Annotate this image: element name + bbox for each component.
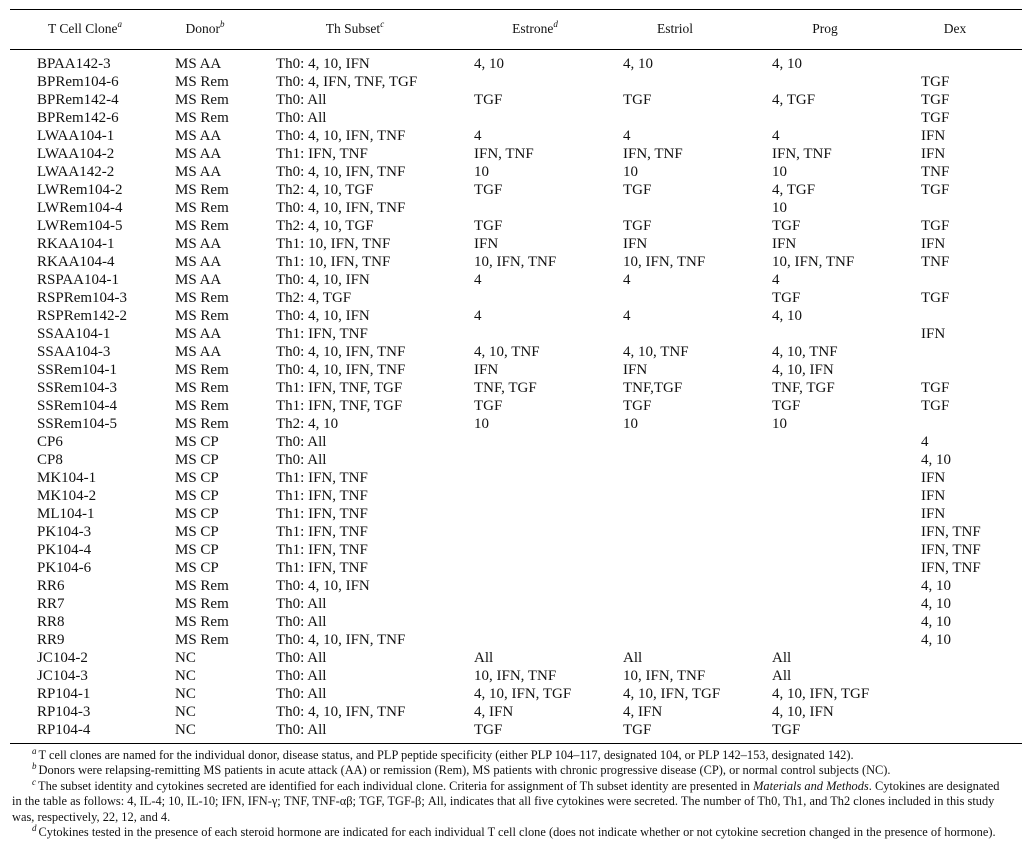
table-row	[0, 631, 1034, 649]
cell-clone: SSRem104-3	[37, 380, 118, 396]
cell-dex: IFN, TNF	[921, 524, 981, 540]
cell-th: Th0: 4, 10, IFN, TNF	[276, 164, 406, 180]
cell-th: Th0: All	[276, 110, 327, 126]
footnote-b-mark: b	[32, 761, 37, 772]
cell-dex: TNF	[921, 254, 950, 270]
cell-clone: MK104-1	[37, 470, 97, 486]
cell-clone: SSAA104-1	[37, 326, 111, 342]
footnote-c-text-end: . Cytokines are designated in the table as follows: 4, IL-4; 10, IL-10; IFN, IFN-γ; TNF, TNF-αβ; TGF, TGF-β; All, indicates that all five cytokines were secreted. The number of Th0, Th1, and Th2 clones included in this study was, respectively, 22, 12, and 4.	[12, 778, 1000, 824]
cell-th: Th1: IFN, TNF	[276, 488, 368, 504]
header-th-label: Th Subset	[325, 21, 381, 36]
cell-prog: TGF	[772, 722, 801, 738]
cell-donor: NC	[175, 686, 196, 702]
cell-prog: 4, TGF	[772, 92, 816, 108]
cell-prog: 10, IFN, TNF	[772, 254, 855, 270]
cell-dex: IFN	[921, 128, 946, 144]
cell-th: Th1: IFN, TNF	[276, 542, 368, 558]
cell-prog: 4, 10, IFN	[772, 362, 834, 378]
cell-donor: MS AA	[175, 236, 222, 252]
cell-th: Th0: 4, IFN, TNF, TGF	[276, 74, 418, 90]
cell-clone: CP8	[37, 452, 63, 468]
cell-donor: MS AA	[175, 272, 222, 288]
table-row	[0, 91, 1034, 109]
cell-estriol: TGF	[623, 722, 652, 738]
cell-dex: 4, 10	[921, 452, 951, 468]
cell-donor: MS Rem	[175, 398, 229, 414]
cell-clone: SSRem104-5	[37, 416, 118, 432]
footnote-a-text: T cell clones are named for the individual donor, disease status, and PLP peptide specificity (either PLP 104–117, designated 104, or PLP 142–153, designated 142).	[38, 748, 854, 762]
cell-prog: TGF	[772, 398, 801, 414]
cell-th: Th0: All	[276, 614, 327, 630]
footnote-a	[12, 748, 1012, 763]
table-row	[0, 559, 1034, 577]
cell-prog: 10	[772, 416, 787, 432]
cell-estrone: 4, IFN	[474, 704, 514, 720]
cell-donor: NC	[175, 668, 196, 684]
footnote-b-text: Donors were relapsing-remitting MS patients in acute attack (AA) or remission (Rem), MS patients with chronic progressive disease (CP), or normal control subjects (NC).	[38, 763, 891, 778]
cell-donor: MS AA	[175, 344, 222, 360]
cell-donor: MS CP	[175, 506, 219, 522]
cell-th: Th1: IFN, TNF	[276, 146, 368, 162]
cell-donor: MS Rem	[175, 380, 229, 396]
cell-th: Th0: All	[276, 668, 327, 684]
table-row	[0, 595, 1034, 613]
cell-donor: MS Rem	[175, 218, 229, 234]
cell-prog: 4, 10, IFN	[772, 704, 834, 720]
cell-donor: MS Rem	[175, 416, 229, 432]
cell-dex: 4, 10	[921, 614, 951, 630]
cell-prog: All	[772, 650, 792, 666]
cell-estriol: 4	[623, 128, 631, 144]
cell-estriol: TGF	[623, 398, 652, 414]
cell-th: Th0: 4, 10, IFN, TNF	[276, 632, 406, 648]
cell-dex: 4, 10	[921, 578, 951, 594]
cell-prog: TGF	[772, 218, 801, 234]
cell-clone: RP104-3	[37, 704, 91, 720]
cell-donor: MS Rem	[175, 308, 229, 324]
cell-donor: MS CP	[175, 524, 219, 540]
cell-donor: MS Rem	[175, 110, 229, 126]
cell-th: Th1: IFN, TNF, TGF	[276, 380, 403, 396]
cell-clone: SSAA104-3	[37, 344, 111, 360]
cell-clone: RKAA104-1	[37, 236, 115, 252]
cell-donor: MS Rem	[175, 632, 229, 648]
cell-donor: MS AA	[175, 146, 222, 162]
cell-clone: LWRem104-2	[37, 182, 123, 198]
footnote-c-text: The subset identity and cytokines secreted are identified for each individual clone. Criteria for assignment of Th subset identity are presented in	[38, 778, 754, 793]
header-th-sup: c	[380, 19, 385, 29]
cell-clone: RSPAA104-1	[37, 272, 119, 288]
cell-clone: JC104-2	[37, 650, 88, 666]
cell-dex: TGF	[921, 182, 950, 198]
cell-th: Th0: 4, 10, IFN, TNF	[276, 200, 406, 216]
cell-donor: MS Rem	[175, 200, 229, 216]
bottom-rule	[10, 743, 1022, 744]
cell-donor: MS Rem	[175, 290, 229, 306]
cell-dex: IFN, TNF	[921, 560, 981, 576]
header-th-subset	[300, 21, 410, 37]
cell-th: Th1: 10, IFN, TNF	[276, 254, 391, 270]
cell-clone: RKAA104-4	[37, 254, 115, 270]
cell-donor: MS Rem	[175, 614, 229, 630]
cell-th: Th2: 4, 10, TGF	[276, 218, 374, 234]
footnote-d-mark: d	[32, 823, 37, 834]
cell-clone: ML104-1	[37, 506, 95, 522]
cell-estriol: IFN, TNF	[623, 146, 683, 162]
cell-clone: RR6	[37, 578, 65, 594]
cell-estriol: TGF	[623, 218, 652, 234]
table-body	[0, 55, 1034, 739]
cell-clone: CP6	[37, 434, 63, 450]
cell-estrone: All	[474, 650, 494, 666]
cell-estrone: 4	[474, 128, 482, 144]
cell-estriol: 10	[623, 164, 638, 180]
header-clone-label: T Cell Clone	[48, 21, 118, 36]
cell-clone: RR9	[37, 632, 65, 648]
header-estriol-label: Estriol	[657, 21, 693, 36]
cell-estriol: All	[623, 650, 643, 666]
cell-prog: TGF	[772, 290, 801, 306]
cell-dex: IFN	[921, 506, 946, 522]
cell-th: Th0: All	[276, 434, 327, 450]
cell-estrone: 10	[474, 164, 489, 180]
table-row	[0, 613, 1034, 631]
cell-clone: LWRem104-5	[37, 218, 123, 234]
cell-clone: PK104-4	[37, 542, 92, 558]
table-row	[0, 109, 1034, 127]
cell-th: Th0: All	[276, 686, 327, 702]
cell-th: Th0: All	[276, 452, 327, 468]
footnote-c-emph: Materials and Methods	[753, 778, 869, 793]
cell-th: Th0: All	[276, 722, 327, 738]
table-row	[0, 469, 1034, 487]
cell-estrone: IFN	[474, 236, 499, 252]
cell-donor: MS Rem	[175, 362, 229, 378]
header-donor-label: Donor	[185, 21, 220, 36]
header-estrone	[480, 21, 590, 37]
cell-estriol: 4, 10, TNF	[623, 344, 689, 360]
cell-prog: 10	[772, 164, 787, 180]
cell-estriol: 4, IFN	[623, 704, 663, 720]
cell-donor: MS CP	[175, 470, 219, 486]
cell-estrone: 4, 10, TNF	[474, 344, 540, 360]
cell-th: Th0: All	[276, 650, 327, 666]
footnote-d-text: Cytokines tested in the presence of each steroid hormone are indicated for each individual T cell clone (does not indicate whether or not cytokine secretion changed in the presence of hormone).	[38, 825, 996, 840]
header-clone-sup: a	[117, 19, 122, 29]
table-row	[0, 433, 1034, 451]
header-dex	[915, 21, 995, 37]
table-row	[0, 145, 1034, 163]
cell-donor: MS CP	[175, 560, 219, 576]
header-prog-label: Prog	[812, 21, 838, 36]
cell-prog: 10	[772, 200, 787, 216]
cell-th: Th1: 10, IFN, TNF	[276, 236, 391, 252]
cell-prog: 4, TGF	[772, 182, 816, 198]
cell-donor: MS AA	[175, 128, 222, 144]
cell-clone: JC104-3	[37, 668, 88, 684]
header-estrone-label: Estrone	[512, 21, 554, 36]
cell-dex: 4, 10	[921, 632, 951, 648]
cell-estriol: IFN	[623, 236, 648, 252]
cell-estriol: 10, IFN, TNF	[623, 668, 706, 684]
footnotes	[12, 748, 1012, 840]
cell-donor: NC	[175, 704, 196, 720]
table-row	[0, 649, 1034, 667]
cell-dex: TGF	[921, 218, 950, 234]
cell-th: Th1: IFN, TNF	[276, 524, 368, 540]
cell-th: Th2: 4, 10, TGF	[276, 182, 374, 198]
cell-donor: MS Rem	[175, 578, 229, 594]
header-donor-sup: b	[220, 19, 225, 29]
cell-dex: IFN	[921, 236, 946, 252]
table-row	[0, 199, 1034, 217]
cell-clone: RR8	[37, 614, 65, 630]
cell-estrone: IFN, TNF	[474, 146, 534, 162]
cell-estrone: 4, 10	[474, 56, 504, 72]
table-row	[0, 703, 1034, 721]
cell-clone: PK104-3	[37, 524, 92, 540]
cell-donor: MS CP	[175, 488, 219, 504]
cell-dex: TNF	[921, 164, 950, 180]
table-row	[0, 325, 1034, 343]
footnote-d	[12, 825, 1012, 840]
cell-donor: MS AA	[175, 326, 222, 342]
cell-estrone: TGF	[474, 722, 503, 738]
cell-dex: 4	[921, 434, 929, 450]
cell-estriol: IFN	[623, 362, 648, 378]
cell-prog: 4	[772, 128, 780, 144]
cell-th: Th1: IFN, TNF	[276, 326, 368, 342]
cell-estriol: TNF,TGF	[623, 380, 683, 396]
cell-estrone: 4	[474, 308, 482, 324]
cell-estriol: 4, 10	[623, 56, 653, 72]
header-donor	[165, 21, 245, 37]
cell-estrone: TGF	[474, 218, 503, 234]
table-row	[0, 361, 1034, 379]
cell-dex: TGF	[921, 290, 950, 306]
cell-th: Th0: 4, 10, IFN	[276, 578, 370, 594]
cell-th: Th1: IFN, TNF	[276, 560, 368, 576]
cell-prog: 4, 10, TNF	[772, 344, 838, 360]
cell-prog: TNF, TGF	[772, 380, 835, 396]
cell-estrone: 10	[474, 416, 489, 432]
cell-clone: RR7	[37, 596, 65, 612]
cell-clone: BPRem104-6	[37, 74, 119, 90]
cell-donor: MS AA	[175, 254, 222, 270]
cell-th: Th1: IFN, TNF	[276, 470, 368, 486]
cell-donor: MS Rem	[175, 74, 229, 90]
table-row	[0, 73, 1034, 91]
cell-prog: All	[772, 668, 792, 684]
cell-estriol: TGF	[623, 182, 652, 198]
cell-th: Th0: 4, 10, IFN, TNF	[276, 344, 406, 360]
cell-dex: IFN	[921, 326, 946, 342]
cell-estrone: 10, IFN, TNF	[474, 254, 557, 270]
cell-clone: RP104-1	[37, 686, 91, 702]
table-row	[0, 271, 1034, 289]
cell-estrone: TGF	[474, 398, 503, 414]
cell-dex: TGF	[921, 110, 950, 126]
top-rule	[10, 9, 1022, 10]
table-row	[0, 415, 1034, 433]
cell-th: Th0: All	[276, 92, 327, 108]
cell-clone: RSPRem142-2	[37, 308, 128, 324]
cell-estrone: 10, IFN, TNF	[474, 668, 557, 684]
header-clone	[30, 21, 140, 37]
table-row	[0, 289, 1034, 307]
table-row	[0, 505, 1034, 523]
cell-estriol: 4	[623, 308, 631, 324]
cell-dex: IFN	[921, 488, 946, 504]
footnote-b	[12, 763, 1012, 778]
cell-prog: 4, 10	[772, 308, 802, 324]
cell-clone: RSPRem104-3	[37, 290, 128, 306]
cell-clone: RP104-4	[37, 722, 91, 738]
cell-estrone: 4	[474, 272, 482, 288]
cell-prog: 4, 10	[772, 56, 802, 72]
header-estriol	[625, 21, 725, 37]
footnote-a-mark: a	[32, 746, 37, 756]
cell-dex: TGF	[921, 398, 950, 414]
cell-estriol: 4	[623, 272, 631, 288]
cell-dex: IFN	[921, 470, 946, 486]
cell-th: Th2: 4, 10	[276, 416, 339, 432]
cell-clone: BPAA142-3	[37, 56, 111, 72]
cell-estrone: TGF	[474, 182, 503, 198]
cell-donor: MS AA	[175, 164, 222, 180]
header-estrone-sup: d	[553, 19, 558, 29]
header-rule	[10, 49, 1022, 50]
cell-clone: BPRem142-4	[37, 92, 119, 108]
table-row	[0, 541, 1034, 559]
cell-clone: LWAA104-1	[37, 128, 115, 144]
cell-donor: MS Rem	[175, 182, 229, 198]
cell-clone: BPRem142-6	[37, 110, 119, 126]
cell-dex: TGF	[921, 92, 950, 108]
cell-estrone: 4, 10, IFN, TGF	[474, 686, 572, 702]
table-row	[0, 487, 1034, 505]
cell-th: Th0: 4, 10, IFN	[276, 56, 370, 72]
cell-th: Th1: IFN, TNF, TGF	[276, 398, 403, 414]
cell-dex: IFN	[921, 146, 946, 162]
table-row	[0, 217, 1034, 235]
cell-prog: 4, 10, IFN, TGF	[772, 686, 870, 702]
cell-donor: NC	[175, 650, 196, 666]
cell-estriol: 10	[623, 416, 638, 432]
cell-donor: MS Rem	[175, 596, 229, 612]
table-row	[0, 181, 1034, 199]
table-row	[0, 253, 1034, 271]
table-row	[0, 685, 1034, 703]
header-prog	[780, 21, 870, 37]
cell-estrone: TNF, TGF	[474, 380, 537, 396]
cell-clone: SSRem104-1	[37, 362, 118, 378]
cell-estriol: 4, 10, IFN, TGF	[623, 686, 721, 702]
cell-th: Th0: 4, 10, IFN	[276, 272, 370, 288]
table-row	[0, 379, 1034, 397]
cell-th: Th1: IFN, TNF	[276, 506, 368, 522]
cell-prog: IFN	[772, 236, 797, 252]
cell-donor: MS CP	[175, 452, 219, 468]
cell-donor: MS CP	[175, 434, 219, 450]
cell-prog: 4	[772, 272, 780, 288]
cell-estrone: TGF	[474, 92, 503, 108]
cell-estrone: IFN	[474, 362, 499, 378]
table-row	[0, 235, 1034, 253]
cell-clone: MK104-2	[37, 488, 97, 504]
table-row	[0, 523, 1034, 541]
cell-dex: 4, 10	[921, 596, 951, 612]
cell-estriol: 10, IFN, TNF	[623, 254, 706, 270]
cell-donor: MS Rem	[175, 92, 229, 108]
cell-th: Th0: 4, 10, IFN, TNF	[276, 128, 406, 144]
table-row	[0, 451, 1034, 469]
cell-prog: IFN, TNF	[772, 146, 832, 162]
cell-clone: PK104-6	[37, 560, 92, 576]
cell-clone: SSRem104-4	[37, 398, 118, 414]
table-row	[0, 55, 1034, 73]
table-row	[0, 307, 1034, 325]
cell-th: Th0: 4, 10, IFN, TNF	[276, 362, 406, 378]
cell-clone: LWAA142-2	[37, 164, 115, 180]
table-row	[0, 721, 1034, 739]
cell-donor: MS AA	[175, 56, 222, 72]
cell-th: Th0: 4, 10, IFN	[276, 308, 370, 324]
table-row	[0, 577, 1034, 595]
cell-clone: LWRem104-4	[37, 200, 123, 216]
cell-donor: NC	[175, 722, 196, 738]
table-row	[0, 397, 1034, 415]
cell-clone: LWAA104-2	[37, 146, 115, 162]
cell-dex: TGF	[921, 74, 950, 90]
cell-dex: TGF	[921, 380, 950, 396]
cell-th: Th0: All	[276, 596, 327, 612]
table-row	[0, 667, 1034, 685]
table-row	[0, 127, 1034, 145]
cell-estriol: TGF	[623, 92, 652, 108]
cell-th: Th2: 4, TGF	[276, 290, 352, 306]
table-row	[0, 343, 1034, 361]
cell-donor: MS CP	[175, 542, 219, 558]
table-row	[0, 163, 1034, 181]
cell-dex: IFN, TNF	[921, 542, 981, 558]
footnote-c	[12, 776, 1012, 825]
footnote-c-mark: c	[32, 776, 36, 787]
header-dex-label: Dex	[943, 21, 967, 36]
cell-th: Th0: 4, 10, IFN, TNF	[276, 704, 406, 720]
